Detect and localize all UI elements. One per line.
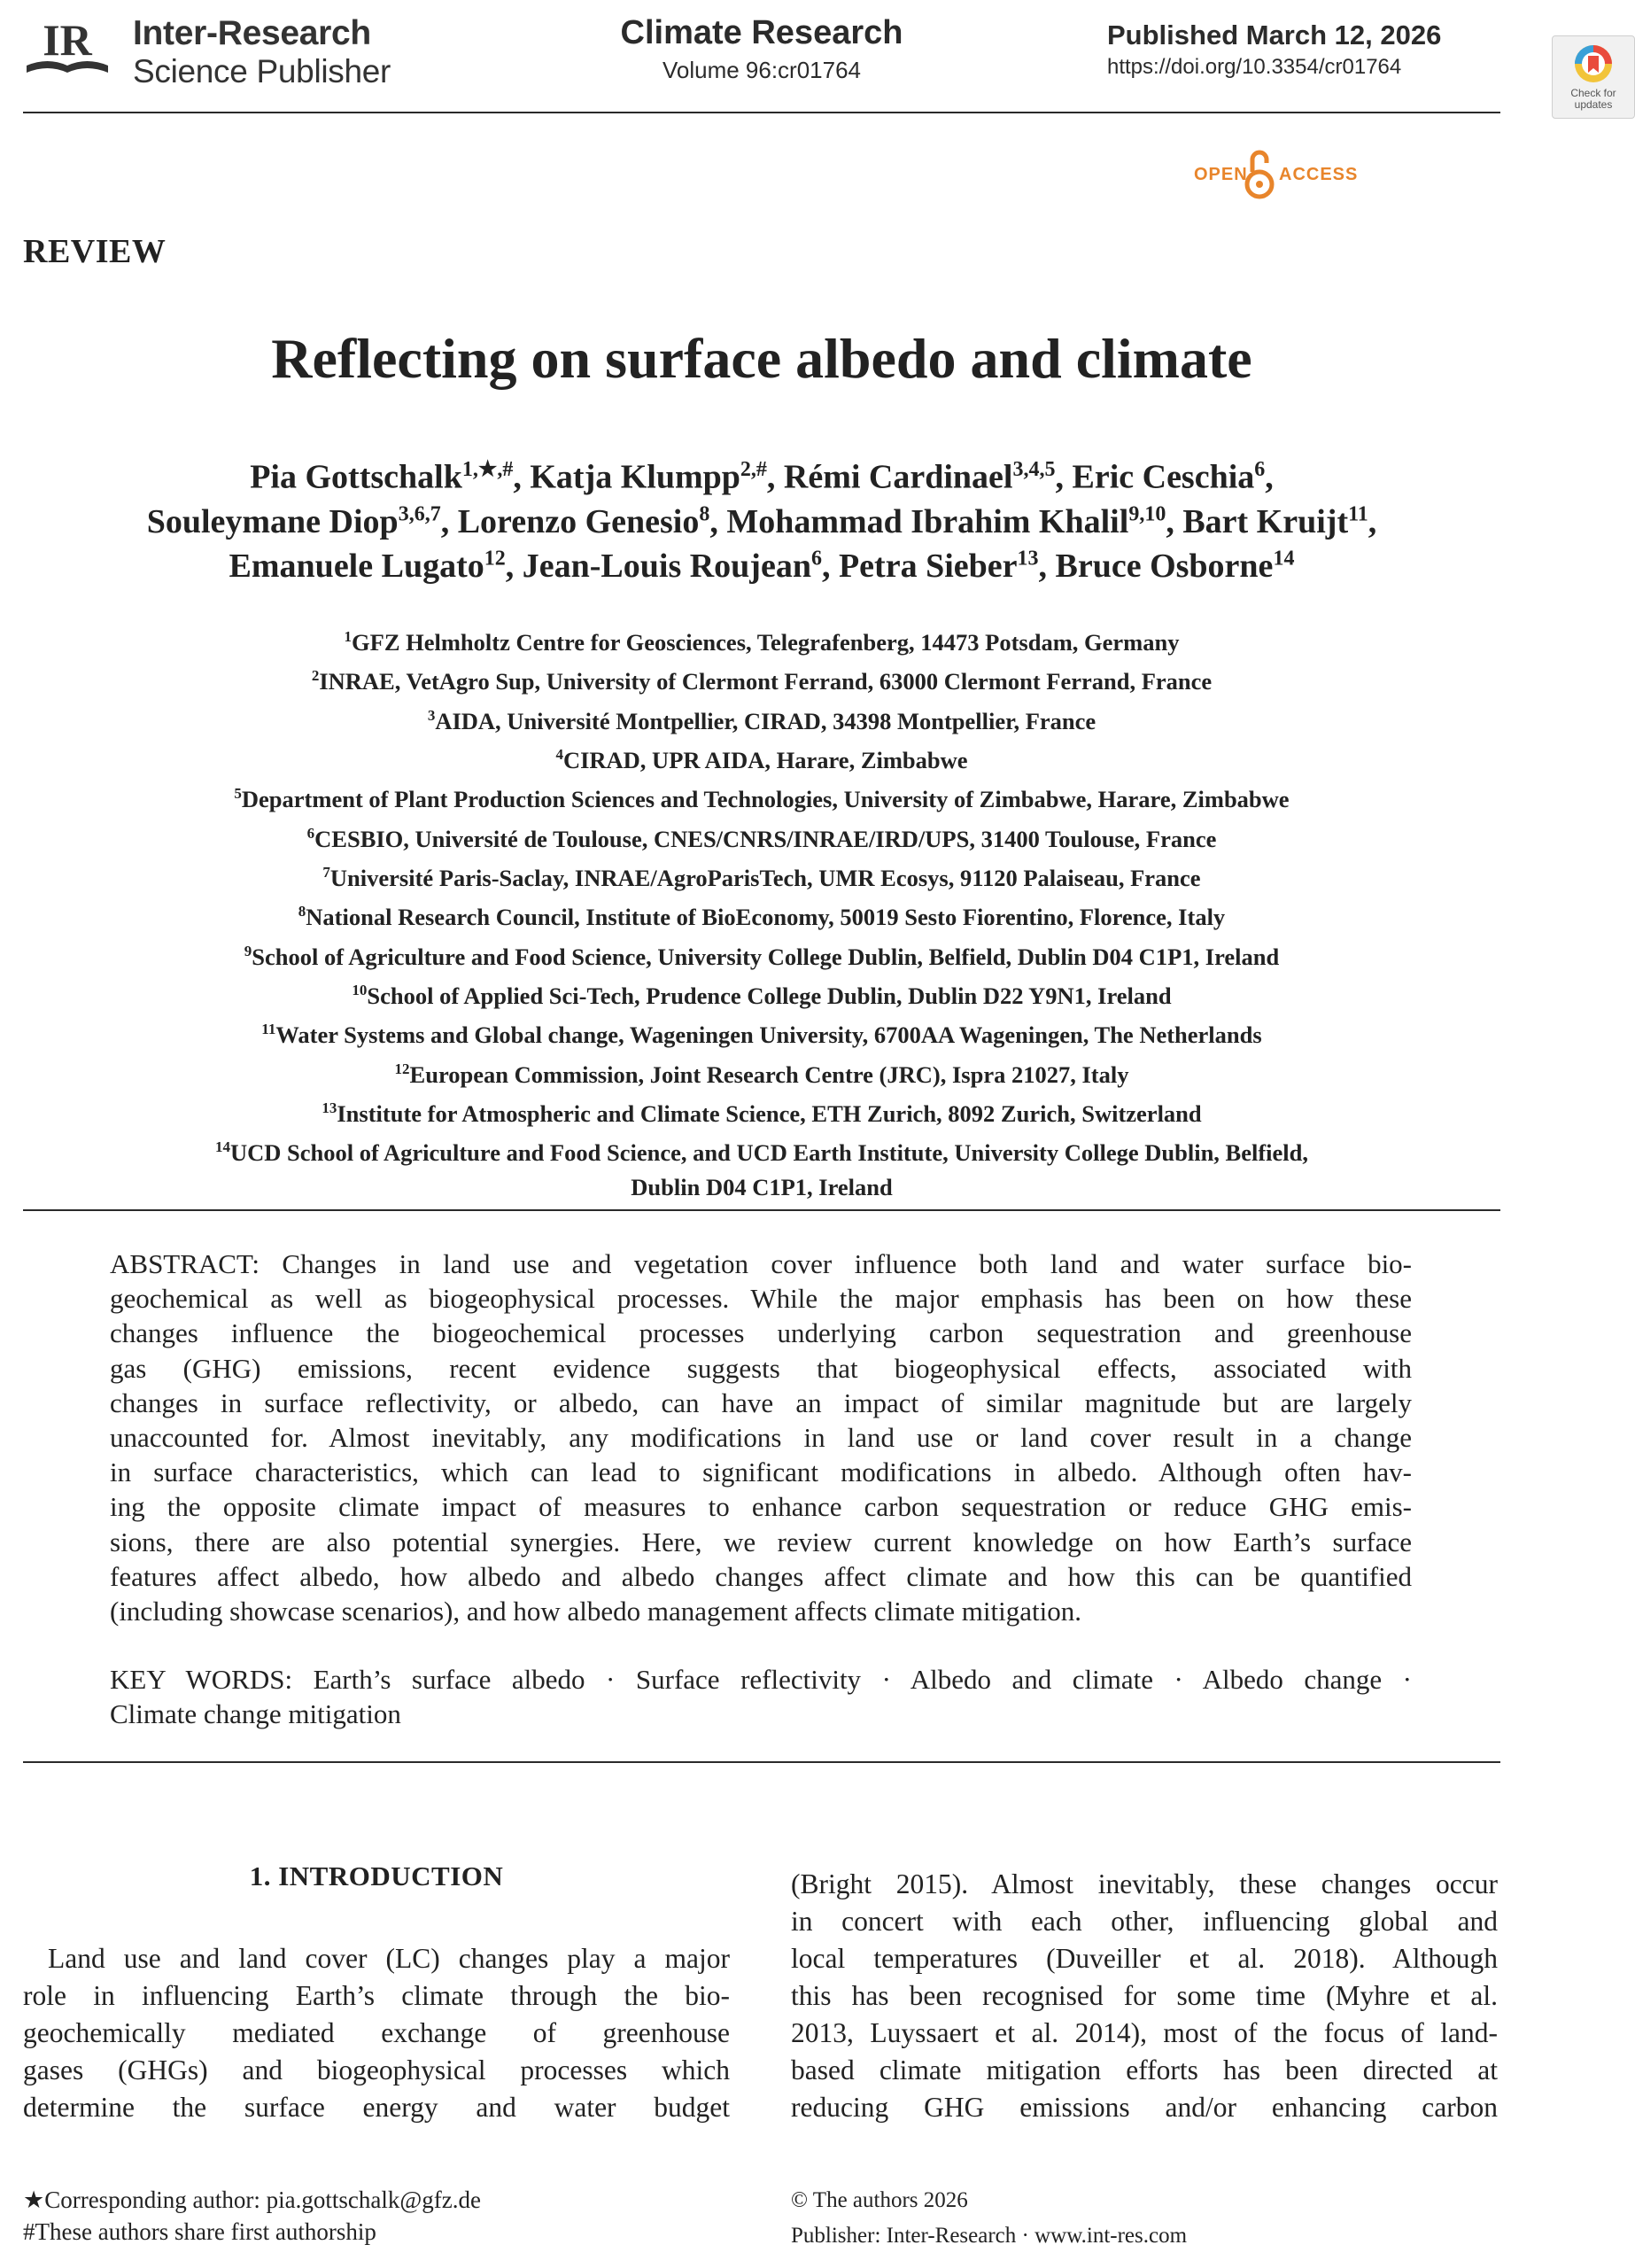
body-text-line: (Bright 2015). Almost inevitably, these changes occur bbox=[791, 1868, 1498, 1899]
author-affiliation-marker: 3,6,7 bbox=[398, 502, 441, 526]
author-separator: , bbox=[1166, 503, 1183, 540]
author-name: Jean-Louis Roujean bbox=[522, 548, 811, 585]
affiliation-text: Institute for Atmospheric and Climate Science, ETH Zurich, 8092 Zurich, Switzerland bbox=[337, 1099, 1202, 1127]
affiliation-text: Université Paris-Saclay, INRAE/AgroParisTech, UMR Ecosys, 91120 Palaiseau, France bbox=[329, 864, 1201, 891]
abstract-line: changes in surface reflectivity, or albedo, can have an impact of similar magnitude but are largely bbox=[110, 1386, 1412, 1418]
affiliation-text: CESBIO, Université de Toulouse, CNES/CNRS/INRAE/IRD/UPS, 31400 Toulouse, France bbox=[314, 825, 1217, 852]
author-separator: , bbox=[1265, 458, 1274, 496]
affiliation-item bbox=[0, 817, 1523, 856]
author-separator: , bbox=[1368, 503, 1377, 540]
affiliation-text: School of Applied Sci-Tech, Prudence College Dublin, Dublin D22 Y9N1, Ireland bbox=[367, 982, 1172, 1009]
author-name: Pia Gottschalk bbox=[250, 458, 462, 496]
affiliation-item bbox=[0, 659, 1523, 698]
body-text-line: local temperatures (Duveiller et al. 2018). Although bbox=[791, 1943, 1498, 1974]
body-text-line: this has been recognised for some time (Myhre et al. bbox=[791, 1980, 1498, 2011]
author-affiliation-marker: 11 bbox=[1348, 502, 1368, 526]
abstract-line: in surface characteristics, which can lead to significant modifications in albedo. Although often hav- bbox=[110, 1456, 1412, 1488]
publisher-subtitle: Science Publisher bbox=[133, 53, 391, 89]
body-text-line: Land use and land cover (LC) changes play a major bbox=[48, 1943, 730, 1974]
abstract bbox=[110, 1247, 1412, 1628]
affiliation-item bbox=[0, 856, 1523, 895]
author-separator: , bbox=[1055, 458, 1073, 496]
body-text-line: in concert with each other, influencing global and bbox=[791, 1906, 1498, 1937]
section-heading-introduction: 1. INTRODUCTION bbox=[249, 1860, 504, 1891]
abstract-line: (including showcase scenarios), and how albedo management affects climate mitigation. bbox=[110, 1596, 1081, 1627]
affiliation-text: Dublin D04 C1P1, Ireland bbox=[631, 1173, 893, 1200]
author-affiliation-marker: 9,10 bbox=[1128, 502, 1166, 526]
affiliation-number: 14 bbox=[214, 1138, 230, 1156]
affiliation-number: 9 bbox=[244, 942, 252, 959]
author-affiliation-marker: 12 bbox=[484, 547, 506, 571]
abstract-line: unaccounted for. Almost inevitably, any modifications in land use or land cover result in a change bbox=[110, 1422, 1412, 1454]
abstract-line: features affect albedo, how albedo and albedo changes affect climate and how this can be quantified bbox=[110, 1560, 1412, 1592]
affiliation-item bbox=[0, 620, 1523, 659]
affiliation-number: 7 bbox=[322, 863, 330, 881]
author-name: Bart Kruijt bbox=[1182, 503, 1349, 540]
intro-left-column bbox=[23, 1940, 730, 2126]
copyright-note: © The authors 2026 bbox=[791, 2188, 968, 2212]
author-affiliation-marker: 8 bbox=[699, 502, 710, 526]
abstract-top-divider bbox=[23, 1209, 1500, 1211]
corresponding-author-note: ★Corresponding author: pia.gottschalk@gfz.de bbox=[23, 2186, 481, 2213]
article-type: REVIEW bbox=[23, 233, 167, 270]
body-text-line: gases (GHGs) and biogeophysical processes which bbox=[23, 2054, 730, 2085]
header-divider bbox=[23, 112, 1500, 113]
journal-volume: Volume 96:cr01764 bbox=[662, 57, 862, 83]
affiliation-text: AIDA, Université Montpellier, CIRAD, 34398 Montpellier, France bbox=[435, 707, 1096, 734]
affiliation-text: CIRAD, UPR AIDA, Harare, Zimbabwe bbox=[562, 746, 968, 773]
affiliation-number: 6 bbox=[306, 824, 315, 842]
abstract-line: gas (GHG) emissions, recent evidence suggests that biogeophysical effects, associated with bbox=[110, 1352, 1412, 1384]
author-name: Rémi Cardinael bbox=[783, 458, 1013, 496]
author-separator: , bbox=[821, 548, 839, 585]
author-name: Katja Klumpp bbox=[530, 458, 740, 496]
affiliation-item bbox=[0, 1170, 1523, 1205]
author-name: Petra Sieber bbox=[838, 548, 1018, 585]
affiliations-list bbox=[0, 620, 1523, 1204]
author-name: Mohammad Ibrahim Khalil bbox=[726, 503, 1129, 540]
check-updates-icon bbox=[1573, 43, 1614, 84]
affiliation-item bbox=[0, 1052, 1523, 1091]
abstract-line: geochemical as well as biogeophysical processes. While the major emphasis has been on how these bbox=[110, 1283, 1412, 1315]
keywords bbox=[110, 1662, 1412, 1731]
affiliation-number: 1 bbox=[344, 628, 353, 645]
published-date: Published March 12, 2026 bbox=[1107, 19, 1442, 50]
affiliation-text: UCD School of Agriculture and Food Science, and UCD Earth Institute, University College Dublin, Belfield, bbox=[229, 1139, 1309, 1167]
affiliation-text: Department of Plant Production Sciences and Technologies, University of Zimbabwe, Harare, Zimbabwe bbox=[241, 786, 1290, 813]
affiliation-number: 12 bbox=[394, 1060, 410, 1077]
abstract-line: sions, there are also potential synergies. Here, we review current knowledge on how Earth’s surface bbox=[110, 1526, 1412, 1557]
abstract-bottom-divider bbox=[23, 1761, 1500, 1763]
body-text-line: based climate mitigation efforts has been directed at bbox=[791, 2054, 1498, 2085]
affiliation-text: European Commission, Joint Research Centre (JRC), Ispra 21027, Italy bbox=[409, 1060, 1129, 1088]
open-access-access-label: ACCESS bbox=[1279, 165, 1359, 184]
author-affiliation-marker: 13 bbox=[1017, 547, 1039, 571]
affiliation-text: INRAE, VetAgro Sup, University of Clermont Ferrand, 63000 Clermont Ferrand, France bbox=[319, 668, 1213, 695]
affiliation-number: 4 bbox=[555, 745, 563, 763]
author-affiliation-marker: 1,★,# bbox=[461, 458, 514, 481]
abstract-line: ABSTRACT: Changes in land use and vegetation cover influence both land and water surface bio- bbox=[110, 1248, 1412, 1279]
affiliation-item bbox=[0, 1130, 1523, 1169]
body-text-line: role in influencing Earth’s climate through the bio- bbox=[23, 1980, 730, 2011]
affiliation-item bbox=[0, 895, 1523, 934]
author-name: Bruce Osborne bbox=[1055, 548, 1274, 585]
affiliation-item bbox=[0, 1013, 1523, 1052]
affiliation-item bbox=[0, 1091, 1523, 1130]
journal-name: Climate Research bbox=[620, 14, 903, 51]
logo-letters: IR bbox=[43, 15, 92, 65]
affiliation-number: 2 bbox=[311, 667, 320, 685]
article-title: Reflecting on surface albedo and climate bbox=[271, 327, 1252, 390]
body-text-line: reducing GHG emissions and/or enhancing carbon bbox=[791, 2092, 1498, 2123]
affiliation-text: School of Agriculture and Food Science, University College Dublin, Belfield, Dublin D04 C1P1, Ireland bbox=[252, 943, 1280, 970]
affiliation-number: 13 bbox=[322, 1099, 337, 1116]
affiliation-item bbox=[0, 777, 1523, 816]
affiliation-text: Water Systems and Global change, Wageningen University, 6700AA Wageningen, The Netherlands bbox=[275, 1021, 1262, 1049]
affiliation-text: GFZ Helmholtz Centre for Geosciences, Telegrafenberg, 14473 Potsdam, Germany bbox=[352, 628, 1180, 656]
author-name: Lorenzo Genesio bbox=[457, 503, 700, 540]
affiliation-number: 5 bbox=[234, 785, 242, 803]
author-separator: , bbox=[440, 503, 458, 540]
affiliation-number: 10 bbox=[352, 981, 368, 998]
author-name: Eric Ceschia bbox=[1072, 458, 1255, 496]
abstract-line: ing the opposite climate impact of measures to enhance carbon sequestration or reduce GHG emis- bbox=[110, 1491, 1412, 1523]
affiliation-item bbox=[0, 738, 1523, 777]
author-affiliation-marker: 6 bbox=[810, 547, 822, 571]
author-affiliation-marker: 6 bbox=[1254, 458, 1266, 481]
shared-authorship-note: #These authors share first authorship bbox=[23, 2218, 376, 2245]
intro-right-column bbox=[791, 1866, 1498, 2126]
check-for-updates-badge[interactable] bbox=[1552, 35, 1635, 119]
publisher-note: Publisher: Inter-Research · www.int-res.com bbox=[791, 2224, 1188, 2248]
keywords-line-1: KEY WORDS: Earth’s surface albedo · Surface reflectivity · Albedo and climate · Albedo change · bbox=[110, 1664, 1412, 1695]
author-separator: , bbox=[513, 458, 531, 496]
keywords-line-2: Climate change mitigation bbox=[110, 1698, 401, 1730]
check-updates-label: Check for updates bbox=[1570, 87, 1616, 111]
author-name: Souleymane Diop bbox=[146, 503, 399, 540]
author-affiliation-marker: 2,# bbox=[740, 458, 767, 481]
affiliation-item bbox=[0, 974, 1523, 1013]
affiliation-item bbox=[0, 935, 1523, 974]
abstract-line: changes influence the biogeochemical processes underlying carbon sequestration and greenhouse bbox=[110, 1317, 1412, 1349]
author-affiliation-marker: 3,4,5 bbox=[1012, 458, 1056, 481]
open-access-open-label: OPEN bbox=[1194, 165, 1248, 184]
author-separator: , bbox=[709, 503, 727, 540]
author-separator: , bbox=[766, 458, 784, 496]
author-line-1 bbox=[0, 456, 1523, 497]
affiliation-text: National Research Council, Institute of BioEconomy, 50019 Sesto Fiorentino, Florence, Italy bbox=[306, 904, 1226, 931]
body-text-line: 2013, Luyssaert et al. 2014), most of the focus of land- bbox=[791, 2017, 1498, 2048]
affiliation-item bbox=[0, 699, 1523, 738]
publisher-name: Inter-Research bbox=[133, 14, 371, 52]
author-affiliation-marker: 14 bbox=[1273, 547, 1295, 571]
author-line-3 bbox=[0, 547, 1523, 586]
open-access-lock-icon bbox=[1244, 149, 1275, 200]
author-name: Emanuele Lugato bbox=[229, 548, 484, 585]
author-line-2 bbox=[0, 502, 1523, 541]
body-text-line: geochemically mediated exchange of greenhouse bbox=[23, 2017, 730, 2048]
doi-link[interactable]: https://doi.org/10.3354/cr01764 bbox=[1107, 55, 1402, 79]
body-text-line: determine the surface energy and water budget bbox=[23, 2092, 730, 2123]
affiliation-number: 8 bbox=[298, 903, 306, 920]
author-separator: , bbox=[1038, 548, 1056, 585]
affiliation-number: 11 bbox=[261, 1021, 276, 1038]
author-separator: , bbox=[505, 548, 523, 585]
affiliation-number: 3 bbox=[427, 706, 436, 724]
